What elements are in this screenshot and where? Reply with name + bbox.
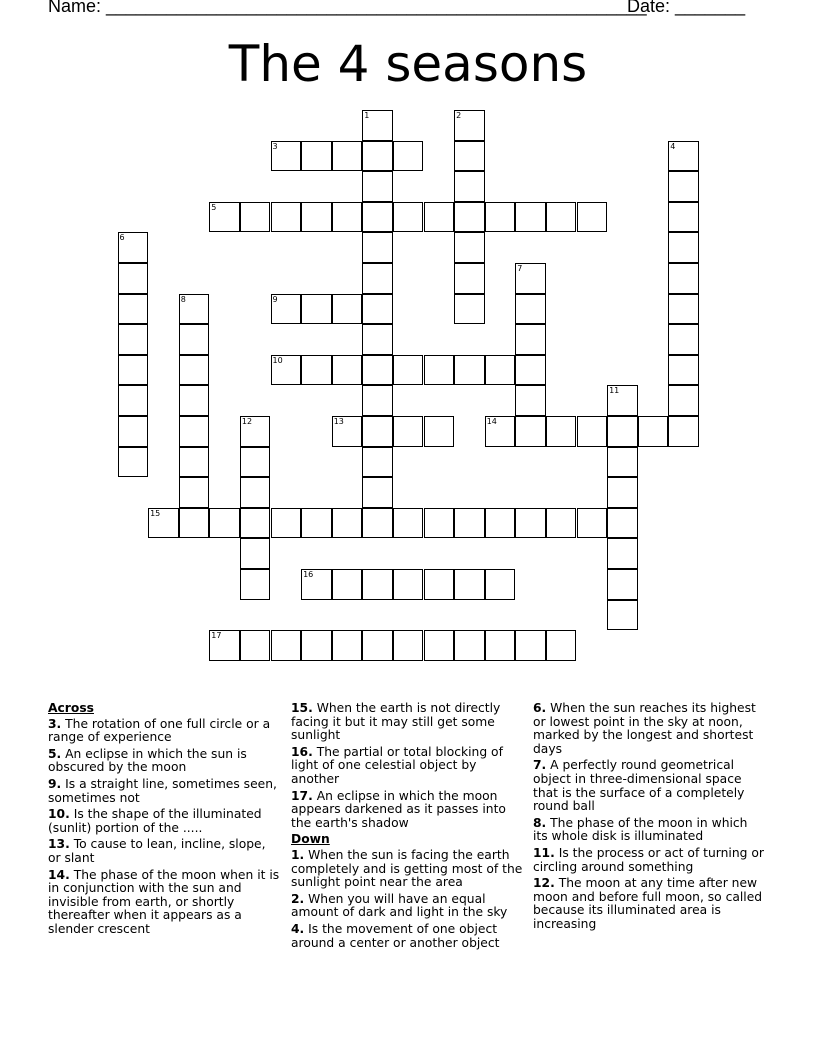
grid-cell[interactable] bbox=[485, 202, 516, 233]
clue-item bbox=[291, 790, 523, 831]
grid-cell[interactable] bbox=[668, 385, 699, 416]
grid-cell[interactable] bbox=[515, 630, 546, 661]
grid-cell[interactable] bbox=[424, 416, 455, 447]
clue-item bbox=[291, 893, 523, 920]
grid-cell[interactable] bbox=[362, 110, 393, 141]
across-heading: Across bbox=[48, 701, 94, 715]
grid-cell[interactable] bbox=[209, 630, 240, 661]
grid-cell[interactable] bbox=[607, 508, 638, 539]
grid-cell[interactable] bbox=[454, 171, 485, 202]
grid-cell[interactable] bbox=[607, 447, 638, 478]
grid-cell[interactable] bbox=[393, 508, 424, 539]
clue-number: 17 bbox=[211, 631, 222, 641]
clue-item bbox=[291, 849, 523, 890]
grid-cell[interactable] bbox=[179, 416, 210, 447]
clue-text: Is a straight line, sometimes seen, sometimes not bbox=[48, 776, 277, 805]
grid-cell[interactable] bbox=[362, 171, 393, 202]
grid-cell[interactable] bbox=[668, 202, 699, 233]
grid-cell[interactable] bbox=[393, 202, 424, 233]
grid-cell[interactable] bbox=[668, 324, 699, 355]
grid-cell[interactable] bbox=[393, 355, 424, 386]
clue-number: 16 bbox=[303, 570, 314, 579]
grid-cell[interactable] bbox=[332, 294, 363, 325]
clue-number: 7 bbox=[517, 264, 523, 273]
grid-cell[interactable] bbox=[271, 630, 302, 661]
grid-cell[interactable] bbox=[301, 202, 332, 233]
clue-item bbox=[291, 923, 523, 950]
grid-cell[interactable] bbox=[515, 294, 546, 325]
clue-item bbox=[48, 838, 280, 865]
grid-cell[interactable] bbox=[485, 355, 516, 386]
grid-cell[interactable] bbox=[118, 447, 149, 478]
grid-cell[interactable] bbox=[362, 263, 393, 294]
grid-cell[interactable] bbox=[515, 416, 546, 447]
clue-number-label: 9. bbox=[48, 776, 62, 791]
across-clue-list-continued bbox=[291, 702, 523, 830]
clue-number: 6 bbox=[119, 233, 125, 243]
clue-number: 5 bbox=[211, 202, 217, 212]
grid-cell[interactable] bbox=[118, 263, 149, 294]
grid-cell[interactable] bbox=[362, 141, 393, 172]
grid-cell[interactable] bbox=[271, 508, 302, 539]
clue-item bbox=[48, 748, 280, 775]
clue-number: 10 bbox=[272, 355, 283, 365]
grid-cell[interactable] bbox=[240, 508, 271, 539]
clue-item bbox=[533, 817, 765, 844]
grid-cell[interactable] bbox=[454, 263, 485, 294]
clue-number: 4 bbox=[670, 141, 676, 151]
clue-number-label: 16. bbox=[291, 744, 313, 759]
grid-cell[interactable] bbox=[271, 355, 302, 386]
clue-number-label: 5. bbox=[48, 746, 62, 761]
grid-cell[interactable] bbox=[454, 569, 485, 600]
grid-cell[interactable] bbox=[515, 263, 546, 294]
grid-cell[interactable] bbox=[546, 630, 577, 661]
grid-cell[interactable] bbox=[546, 202, 577, 233]
clue-text: Is the shape of the illuminated (sunlit) portion of the ..... bbox=[48, 807, 262, 835]
grid-cell[interactable] bbox=[118, 324, 149, 355]
grid-cell[interactable] bbox=[301, 508, 332, 539]
grid-cell[interactable] bbox=[362, 508, 393, 539]
clue-text: The phase of the moon when it is in conjunction with the sun and invisible from earth, or shortly thereafter when it appears as a slender crescent bbox=[48, 867, 280, 936]
clue-number-label: 1. bbox=[291, 847, 305, 862]
clue-item bbox=[533, 877, 765, 931]
grid-cell[interactable] bbox=[485, 569, 516, 600]
grid-cell[interactable] bbox=[424, 569, 455, 600]
grid-cell[interactable] bbox=[362, 569, 393, 600]
clue-number-label: 6. bbox=[533, 701, 547, 715]
clue-text: The phase of the moon in which its whole disk is illuminated bbox=[533, 815, 748, 844]
grid-cell[interactable] bbox=[668, 294, 699, 325]
clue-number-label: 3. bbox=[48, 716, 62, 731]
clue-item bbox=[48, 778, 280, 805]
grid-cell[interactable] bbox=[148, 508, 179, 539]
grid-cell[interactable] bbox=[301, 569, 332, 600]
clue-text: An eclipse in which the moon appears darkened as it passes into the earth's shadow bbox=[291, 788, 506, 830]
clue-text: When the earth is not directly facing it but it may still get some sunlight bbox=[291, 701, 501, 743]
clue-item bbox=[533, 759, 765, 813]
clue-number-label: 11. bbox=[533, 845, 555, 860]
grid-cell[interactable] bbox=[179, 294, 210, 325]
clue-item bbox=[48, 718, 280, 745]
grid-cell[interactable] bbox=[362, 385, 393, 416]
name-field-label: Name: ______________________________________________________ bbox=[48, 0, 647, 16]
grid-cell[interactable] bbox=[607, 569, 638, 600]
clues-column-1 bbox=[48, 702, 280, 940]
grid-cell[interactable] bbox=[515, 202, 546, 233]
grid-cell[interactable] bbox=[638, 416, 669, 447]
grid-cell[interactable] bbox=[240, 569, 271, 600]
grid-cell[interactable] bbox=[332, 508, 363, 539]
grid-cell[interactable] bbox=[240, 416, 271, 447]
clues-column-2 bbox=[291, 702, 523, 953]
date-field-label: Date: _______ bbox=[627, 0, 746, 16]
clue-text: When you will have an equal amount of dark and light in the sky bbox=[291, 891, 508, 920]
grid-cell[interactable] bbox=[362, 416, 393, 447]
clue-item bbox=[533, 702, 765, 756]
clue-text: An eclipse in which the sun is obscured by the moon bbox=[48, 746, 247, 775]
grid-cell[interactable] bbox=[332, 630, 363, 661]
grid-cell[interactable] bbox=[209, 202, 240, 233]
clue-number: 3 bbox=[272, 141, 278, 151]
clue-number-label: 12. bbox=[533, 876, 555, 891]
grid-cell[interactable] bbox=[362, 447, 393, 478]
clue-number: 14 bbox=[486, 417, 497, 426]
grid-cell[interactable] bbox=[424, 202, 455, 233]
grid-cell[interactable] bbox=[240, 477, 271, 508]
clue-item bbox=[48, 869, 280, 937]
grid-cell[interactable] bbox=[577, 416, 608, 447]
grid-cell[interactable] bbox=[454, 508, 485, 539]
grid-cell[interactable] bbox=[301, 355, 332, 386]
grid-cell[interactable] bbox=[179, 508, 210, 539]
grid-cell[interactable] bbox=[332, 569, 363, 600]
grid-cell[interactable] bbox=[179, 385, 210, 416]
down-clue-list bbox=[291, 849, 523, 950]
clue-number-label: 2. bbox=[291, 891, 305, 906]
clue-text: Is the process or act of turning or circling around something bbox=[533, 845, 764, 874]
grid-cell[interactable] bbox=[362, 232, 393, 263]
grid-cell[interactable] bbox=[607, 600, 638, 631]
grid-cell[interactable] bbox=[179, 447, 210, 478]
grid-cell[interactable] bbox=[424, 508, 455, 539]
clue-text: To cause to lean, incline, slope, or slant bbox=[48, 837, 266, 865]
grid-cell[interactable] bbox=[577, 202, 608, 233]
clue-text: The partial or total blocking of light of one celestial object by another bbox=[291, 744, 503, 786]
clue-number: 13 bbox=[333, 417, 344, 426]
grid-cell[interactable] bbox=[607, 416, 638, 447]
grid-cell[interactable] bbox=[393, 141, 424, 172]
grid-cell[interactable] bbox=[332, 202, 363, 233]
grid-cell[interactable] bbox=[240, 202, 271, 233]
grid-cell[interactable] bbox=[454, 630, 485, 661]
grid-cell[interactable] bbox=[515, 355, 546, 386]
grid-cell[interactable] bbox=[362, 630, 393, 661]
grid-cell[interactable] bbox=[179, 477, 210, 508]
grid-cell[interactable] bbox=[362, 294, 393, 325]
grid-cell[interactable] bbox=[424, 630, 455, 661]
grid-cell[interactable] bbox=[179, 324, 210, 355]
grid-cell[interactable] bbox=[485, 508, 516, 539]
grid-cell[interactable] bbox=[577, 508, 608, 539]
grid-cell[interactable] bbox=[362, 477, 393, 508]
clue-text: The rotation of one full circle or a range of experience bbox=[48, 716, 271, 745]
grid-cell[interactable] bbox=[607, 477, 638, 508]
grid-cell[interactable] bbox=[515, 508, 546, 539]
grid-cell[interactable] bbox=[301, 630, 332, 661]
grid-cell[interactable] bbox=[271, 141, 302, 172]
grid-cell[interactable] bbox=[362, 202, 393, 233]
clue-number: 2 bbox=[456, 111, 462, 120]
grid-cell[interactable] bbox=[424, 355, 455, 386]
grid-cell[interactable] bbox=[332, 355, 363, 386]
clue-text: Is the movement of one object around a center or another object bbox=[291, 921, 500, 950]
clue-number: 11 bbox=[609, 386, 620, 396]
clue-item bbox=[48, 808, 280, 835]
grid-cell[interactable] bbox=[515, 385, 546, 416]
grid-cell[interactable] bbox=[668, 171, 699, 202]
grid-cell[interactable] bbox=[546, 416, 577, 447]
clue-number-label: 8. bbox=[533, 815, 547, 830]
clue-number: 12 bbox=[241, 417, 253, 426]
grid-cell[interactable] bbox=[118, 385, 149, 416]
clue-text: When the sun reaches its highest or lowest point in the sky at noon, marked by the longest and shortest days bbox=[533, 701, 756, 756]
grid-cell[interactable] bbox=[271, 202, 302, 233]
clue-text: The moon at any time after new moon and before full moon, so called because its illuminated area is increasing bbox=[533, 876, 763, 931]
grid-cell[interactable] bbox=[607, 385, 638, 416]
grid-cell[interactable] bbox=[332, 416, 363, 447]
grid-cell[interactable] bbox=[179, 355, 210, 386]
grid-cell[interactable] bbox=[118, 355, 149, 386]
grid-cell[interactable] bbox=[240, 447, 271, 478]
down-heading: Down bbox=[291, 832, 330, 847]
clue-number-label: 13. bbox=[48, 837, 70, 852]
grid-cell[interactable] bbox=[362, 324, 393, 355]
clue-item bbox=[533, 847, 765, 874]
grid-cell[interactable] bbox=[485, 416, 516, 447]
page-title: The 4 seasons bbox=[228, 35, 588, 93]
clue-item bbox=[291, 746, 523, 787]
clue-number-label: 15. bbox=[291, 701, 313, 715]
grid-cell[interactable] bbox=[668, 416, 699, 447]
clue-number: 8 bbox=[180, 294, 186, 304]
down-clue-list-continued bbox=[533, 702, 765, 932]
grid-cell[interactable] bbox=[546, 508, 577, 539]
clue-text: When the sun is facing the earth completely and is getting most of the sunlight point near the area bbox=[291, 847, 523, 890]
clue-number: 1 bbox=[364, 111, 370, 120]
grid-cell[interactable] bbox=[485, 630, 516, 661]
grid-cell[interactable] bbox=[118, 232, 149, 263]
grid-cell[interactable] bbox=[454, 141, 485, 172]
grid-cell[interactable] bbox=[118, 416, 149, 447]
clue-number-label: 7. bbox=[533, 758, 547, 773]
grid-cell[interactable] bbox=[668, 263, 699, 294]
grid-cell[interactable] bbox=[454, 355, 485, 386]
grid-cell[interactable] bbox=[515, 324, 546, 355]
grid-cell[interactable] bbox=[271, 294, 302, 325]
clue-text: A perfectly round geometrical object in three-dimensional space that is the surface of a completely round ball bbox=[533, 758, 745, 814]
grid-cell[interactable] bbox=[393, 569, 424, 600]
clue-number: 9 bbox=[272, 294, 278, 304]
grid-cell[interactable] bbox=[301, 141, 332, 172]
grid-cell[interactable] bbox=[607, 538, 638, 569]
grid-cell[interactable] bbox=[393, 630, 424, 661]
clues-column-3 bbox=[533, 702, 765, 935]
clue-number-label: 4. bbox=[291, 921, 305, 936]
grid-cell[interactable] bbox=[118, 294, 149, 325]
clue-number-label: 10. bbox=[48, 807, 70, 822]
grid-cell[interactable] bbox=[454, 110, 485, 141]
grid-cell[interactable] bbox=[454, 202, 485, 233]
grid-cell[interactable] bbox=[668, 141, 699, 172]
grid-cell[interactable] bbox=[240, 538, 271, 569]
grid-cell[interactable] bbox=[454, 294, 485, 325]
grid-cell[interactable] bbox=[332, 141, 363, 172]
grid-cell[interactable] bbox=[240, 630, 271, 661]
clue-item bbox=[291, 702, 523, 743]
grid-cell[interactable] bbox=[668, 355, 699, 386]
clue-number-label: 14. bbox=[48, 867, 70, 882]
clue-number: 15 bbox=[150, 508, 161, 518]
grid-cell[interactable] bbox=[668, 232, 699, 263]
grid-cell[interactable] bbox=[362, 355, 393, 386]
across-clue-list bbox=[48, 718, 280, 937]
grid-cell[interactable] bbox=[393, 416, 424, 447]
grid-cell[interactable] bbox=[454, 232, 485, 263]
clue-number-label: 17. bbox=[291, 788, 313, 803]
grid-cell[interactable] bbox=[209, 508, 240, 539]
grid-cell[interactable] bbox=[301, 294, 332, 325]
